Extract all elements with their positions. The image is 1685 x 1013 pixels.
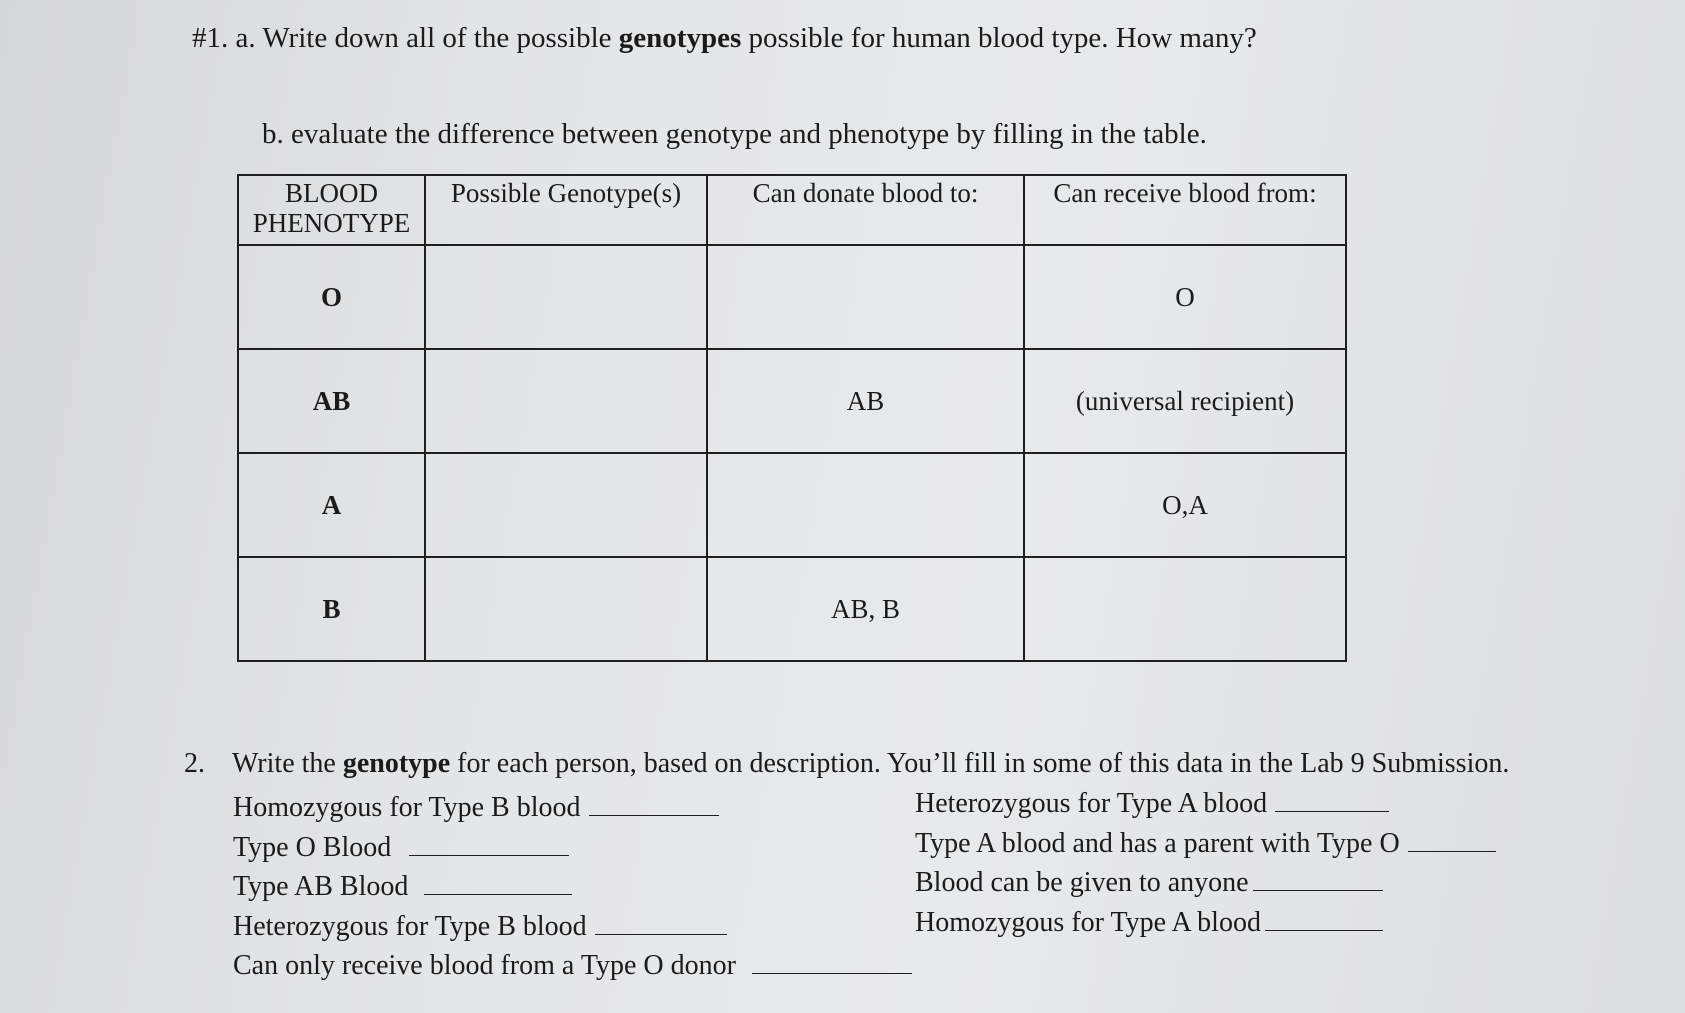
list-item: [233, 788, 912, 828]
item-label: Can only receive blood from a Type O donor: [233, 950, 736, 981]
list-item: [233, 946, 912, 986]
answer-blank[interactable]: [1408, 829, 1496, 852]
table-header-row: [238, 175, 1346, 245]
question-2-prefix: Write the: [232, 748, 343, 779]
header-genotypes: Possible Genotype(s): [425, 175, 707, 245]
genotype-cell[interactable]: [425, 453, 707, 557]
receive-cell[interactable]: O,A: [1024, 453, 1346, 557]
receive-cell[interactable]: O: [1024, 245, 1346, 349]
item-label: Homozygous for Type B blood: [233, 792, 581, 823]
phenotype-cell: B: [238, 557, 425, 661]
question-1a-bold-term: genotypes: [618, 22, 742, 54]
table-row: [238, 349, 1346, 453]
header-receive: Can receive blood from:: [1024, 175, 1346, 245]
item-label: Heterozygous for Type A blood: [915, 788, 1268, 819]
item-label: Heterozygous for Type B blood: [233, 910, 587, 942]
answer-blank[interactable]: [424, 872, 572, 895]
list-item: [915, 863, 1496, 903]
question-1a-prefix: #1. a. Write down all of the possible: [192, 22, 619, 54]
answer-blank[interactable]: [752, 951, 912, 974]
table-row: [238, 245, 1346, 349]
list-item: [915, 903, 1496, 943]
question-1b: b. evaluate the difference between genotype and phenotype by filling in the table.: [262, 118, 1207, 150]
answer-blank[interactable]: [409, 833, 569, 856]
donate-cell[interactable]: [707, 245, 1024, 349]
item-label: Type A blood and has a parent with Type O: [915, 827, 1400, 859]
question-2-number: 2.: [184, 748, 205, 779]
donate-cell[interactable]: AB, B: [707, 557, 1024, 661]
question-2: [184, 748, 1509, 780]
genotype-cell[interactable]: [425, 557, 707, 661]
item-label: Type AB Blood: [233, 871, 409, 902]
receive-cell[interactable]: (universal recipient): [1024, 349, 1346, 453]
question-2-right-column: [915, 784, 1496, 942]
genotype-cell[interactable]: [425, 245, 707, 349]
item-label: Blood can be given to anyone: [915, 867, 1249, 898]
list-item: [233, 867, 912, 907]
genotype-cell[interactable]: [425, 349, 707, 453]
header-phenotype: BLOOD PHENOTYPE: [238, 175, 425, 245]
list-item: [233, 907, 912, 947]
question-2-bold-term: genotype: [342, 748, 451, 779]
header-donate: Can donate blood to:: [707, 175, 1024, 245]
list-item: [233, 828, 912, 868]
phenotype-cell: AB: [238, 349, 425, 453]
phenotype-cell: O: [238, 245, 425, 349]
donate-cell[interactable]: AB: [707, 349, 1024, 453]
question-1a-suffix: possible for human blood type. How many?: [741, 22, 1257, 54]
answer-blank[interactable]: [589, 793, 719, 816]
answer-blank[interactable]: [1265, 908, 1383, 931]
answer-blank[interactable]: [595, 912, 727, 935]
phenotype-cell: A: [238, 453, 425, 557]
answer-blank[interactable]: [1253, 868, 1383, 891]
question-2-suffix: for each person, based on description. You’ll fill in some of this data in the Lab 9 Submission.: [450, 748, 1510, 779]
item-label: Homozygous for Type A blood: [915, 906, 1261, 938]
list-item: [915, 824, 1496, 864]
item-label: Type O Blood: [233, 831, 392, 863]
list-item: [915, 784, 1496, 824]
answer-blank[interactable]: [1275, 789, 1389, 812]
receive-cell[interactable]: [1024, 557, 1346, 661]
blood-type-table: [237, 174, 1347, 662]
donate-cell[interactable]: [707, 453, 1024, 557]
question-2-left-column: [233, 788, 912, 986]
table-row: [238, 453, 1346, 557]
question-1a: [192, 22, 1257, 55]
table-row: [238, 557, 1346, 661]
